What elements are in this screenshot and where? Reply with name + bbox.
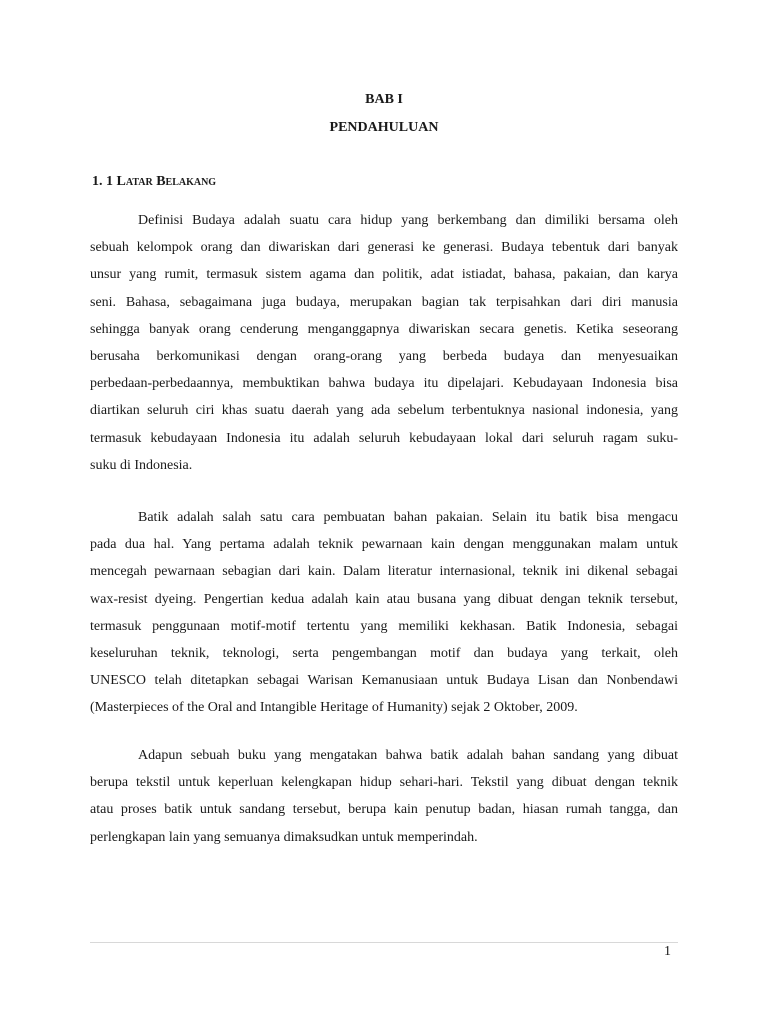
text-line: Batik adalah salah satu cara pembuatan bahan pakaian. Selain itu batik bisa mengacu — [138, 510, 678, 525]
page-number: 1 — [664, 944, 671, 959]
text-line: termasuk penggunaan motif-motif tertentu yang memiliki kekhasan. Batik Indonesia, sebagai — [90, 618, 678, 634]
text-line: mencegah pewarnaan sebagian dari kain. Dalam literatur internasional, teknik ini dikenal sebagai — [90, 564, 678, 580]
section-heading: 1. 1 Latar Belakang — [92, 174, 217, 189]
paragraph-batik — [90, 508, 678, 726]
text-line: perlengkapan lain yang semuanya dimaksudkan untuk memperindah. — [90, 829, 478, 845]
text-line: termasuk kebudayaan Indonesia itu adalah seluruh kebudayaan lokal dari seluruh ragam suku- — [90, 430, 678, 446]
footer-divider — [90, 942, 678, 943]
chapter-title: PENDAHULUAN — [329, 120, 439, 135]
text-line: berupa tekstil untuk keperluan kelengkapan hidup sehari-hari. Tekstil yang dibuat dengan teknik — [90, 775, 678, 791]
text-line: suku di Indonesia. — [90, 457, 193, 473]
text-line: berusaha berkomunikasi dengan orang-orang yang berbeda budaya dan menyesuaikan — [90, 348, 678, 364]
text-line: pada dua hal. Yang pertama adalah teknik pewarnaan kain dengan menggunakan malam untuk — [90, 537, 678, 553]
paragraph-sandang — [90, 746, 678, 855]
paragraph-budaya — [90, 211, 678, 483]
text-line: sebuah kelompok orang dan diwariskan dari generasi ke generasi. Budaya tebentuk dari banyak — [90, 240, 678, 256]
text-line: atau proses batik untuk sandang tersebut, berupa kain penutup badan, hiasan rumah tangga, dan — [90, 802, 678, 818]
text-line: perbedaan-perbedaannya, membuktikan bahwa budaya itu dipelajari. Kebudayaan Indonesia bisa — [90, 376, 678, 392]
text-line: (Masterpieces of the Oral and Intangible Heritage of Humanity) sejak 2 Oktober, 2009. — [90, 700, 578, 716]
text-line: unsur yang rumit, termasuk sistem agama dan politik, adat istiadat, bahasa, pakaian, dan karya — [90, 267, 678, 283]
text-line: wax-resist dyeing. Pengertian kedua adalah kain atau busana yang dibuat dengan teknik tersebut, — [90, 591, 678, 607]
text-line: UNESCO telah ditetapkan sebagai Warisan Kemanusiaan untuk Budaya Lisan dan Nonbendawi — [90, 673, 678, 689]
chapter-number: BAB I — [365, 92, 403, 107]
text-line: keseluruhan teknik, teknologi, serta pengembangan motif dan budaya yang terkait, oleh — [90, 645, 678, 661]
text-line: Adapun sebuah buku yang mengatakan bahwa batik adalah bahan sandang yang dibuat — [138, 748, 678, 763]
text-line: seni. Bahasa, sebagaimana juga budaya, merupakan bagian tak terpisahkan dari diri manusia — [90, 294, 678, 310]
text-line: Definisi Budaya adalah suatu cara hidup yang berkembang dan dimiliki bersama oleh — [138, 213, 678, 228]
text-line: diartikan seluruh ciri khas suatu daerah yang ada sebelum terbentuknya nasional indonesia, yang — [90, 403, 678, 419]
text-line: sehingga banyak orang cenderung menganggapnya diwariskan secara genetis. Ketika seseorang — [90, 321, 678, 337]
